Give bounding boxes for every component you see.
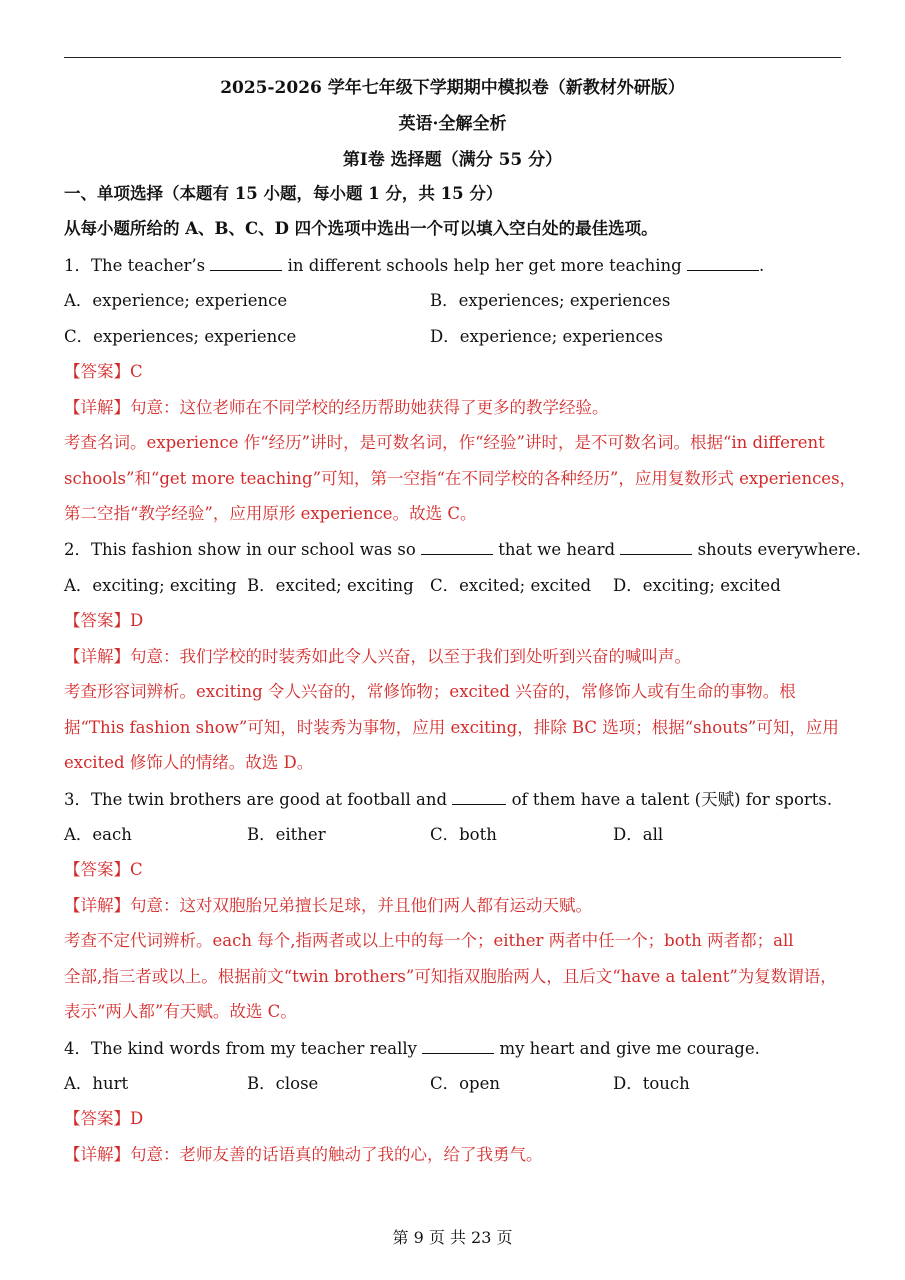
question-stem: 4．The kind words from my teacher really my heart and give me courage. — [64, 1039, 760, 1058]
option-c: C．excited; excited — [430, 576, 592, 595]
analysis-line: 考查不定代词辨析。each 每个,指两者或以上中的每一个；either 两者中任一个；both 两者都；all — [64, 931, 794, 950]
option-b: B．close — [247, 1074, 319, 1093]
analysis-line: 考查形容词辨析。exciting 令人兴奋的，常修饰物；excited 兴奋的，常修饰人或有生命的事物。根 — [64, 682, 796, 701]
part-heading: 一、单项选择（本题有 15 小题，每小题 1 分，共 15 分） — [64, 184, 503, 203]
answer-blank — [687, 256, 759, 271]
analysis-line: schools”和“get more teaching”可知，第一空指“在不同学校的各种经历”，应用复数形式 experiences， — [64, 469, 857, 488]
header-rule — [64, 57, 841, 58]
detail-line: 【详解】句意：老师友善的话语真的触动了我的心，给了我勇气。 — [64, 1145, 543, 1164]
option-a: A．each — [64, 825, 132, 844]
option-a: A．exciting; exciting — [64, 576, 237, 595]
answer-line: 【答案】D — [64, 1109, 144, 1128]
answer-blank — [620, 540, 692, 555]
analysis-line: excited 修饰人的情绪。故选 D。 — [64, 753, 314, 772]
answer-line: 【答案】D — [64, 611, 144, 630]
question-stem: 1．The teacher’s in different schools help her get more teaching . — [64, 256, 765, 275]
question-stem: 2．This fashion show in our school was so that we heard shouts everywhere. — [64, 540, 862, 559]
option-c: C．both — [430, 825, 497, 844]
exam-title: 2025-2026 学年七年级下学期期中模拟卷（新教材外研版） — [220, 78, 685, 98]
page-number: 第 9 页 共 23 页 — [392, 1228, 513, 1247]
option-d: D．experience; experiences — [430, 327, 663, 346]
analysis-line: 第二空指“教学经验”，应用原形 experience。故选 C。 — [64, 504, 477, 523]
question-stem: 3．The twin brothers are good at football and of them have a talent (天赋) for sports. — [64, 790, 833, 809]
answer-line: 【答案】C — [64, 362, 143, 381]
option-b: B．experiences; experiences — [430, 291, 671, 310]
option-b: B．either — [247, 825, 326, 844]
part-instruction: 从每小题所给的 A、B、C、D 四个选项中选出一个可以填入空白处的最佳选项。 — [64, 219, 658, 238]
answer-blank — [422, 1039, 494, 1054]
option-c: C．experiences; experience — [64, 327, 297, 346]
analysis-line: 全部,指三者或以上。根据前文“twin brothers”可知指双胞胎两人，且后文“have a talent”为复数谓语， — [64, 967, 837, 986]
detail-line: 【详解】句意：我们学校的时装秀如此令人兴奋，以至于我们到处听到兴奋的喊叫声。 — [64, 647, 691, 666]
analysis-line: 据“This fashion show”可知，时装秀为事物，应用 exciting，排除 BC 选项；根据“shouts”可知，应用 — [64, 718, 839, 737]
option-d: D．touch — [613, 1074, 690, 1093]
detail-line: 【详解】句意：这位老师在不同学校的经历帮助她获得了更多的教学经验。 — [64, 398, 609, 417]
section-title: 第Ⅰ卷 选择题（满分 55 分） — [342, 150, 563, 170]
option-a: A．experience; experience — [64, 291, 288, 310]
exam-subtitle: 英语·全解全析 — [398, 114, 507, 134]
option-a: A．hurt — [64, 1074, 129, 1093]
analysis-line: 表示“两人都”有天赋。故选 C。 — [64, 1002, 297, 1021]
option-d: D．exciting; excited — [613, 576, 781, 595]
detail-line: 【详解】句意：这对双胞胎兄弟擅长足球，并且他们两人都有运动天赋。 — [64, 896, 592, 915]
answer-blank — [421, 540, 493, 555]
analysis-line: 考查名词。experience 作“经历”讲时，是可数名词，作“经验”讲时，是不可数名词。根据“in different — [64, 433, 825, 452]
option-c: C．open — [430, 1074, 501, 1093]
answer-line: 【答案】C — [64, 860, 143, 879]
option-d: D．all — [613, 825, 664, 844]
option-b: B．excited; exciting — [247, 576, 414, 595]
answer-blank — [210, 256, 282, 271]
answer-blank — [452, 790, 506, 805]
